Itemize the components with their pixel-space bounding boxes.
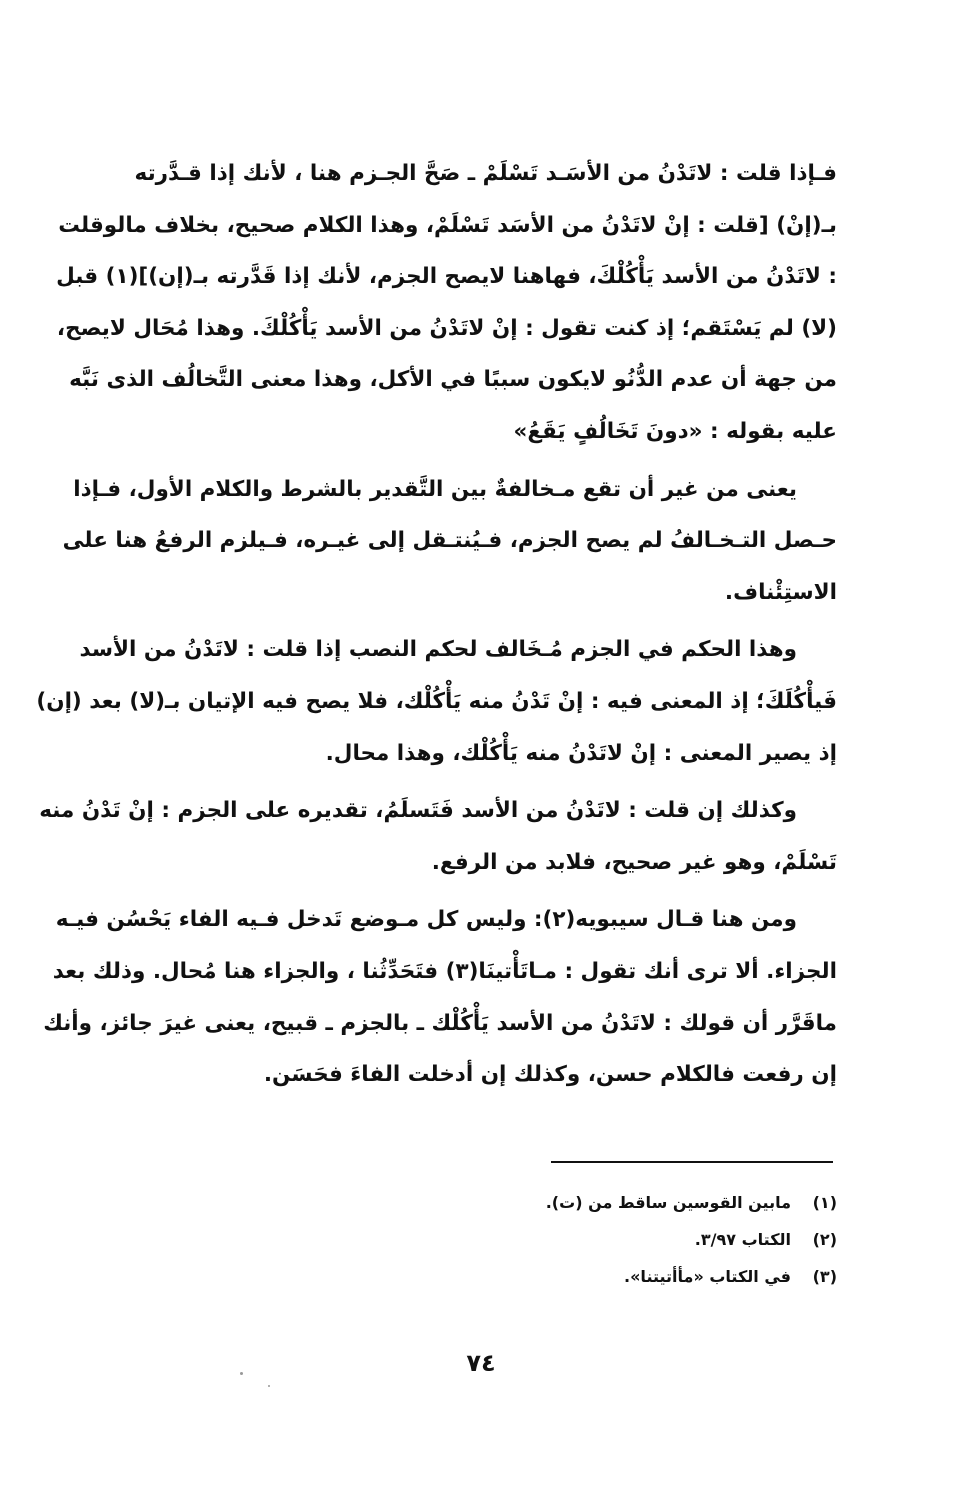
text-line: عليه بقوله : «دونَ تَخَالُفٍ يَقَعُ» — [513, 418, 837, 444]
footnote-divider — [551, 1161, 833, 1163]
footnote-number: (٢) — [812, 1230, 837, 1249]
text-line: إن رفعت فالكلام حسن، وكذلك إن أدخلت الفاءَ فحَسَن. — [263, 1062, 837, 1088]
text-line: : لاتَدْنُ من الأسد يَأْكُلْكَ، فهاهنا لايصح الجزم، لأنك إذا قَدَّرته بـ(إن)](١) قبل — [56, 264, 837, 290]
text-line: حـصل التـخـالفُ لم يصح الجزم، فـيُنتـقل إلى غيـره، فـيلزم الرفعُ هنا على — [62, 528, 837, 554]
footnote-text: مابين القوسين ساقط من (ت). — [545, 1193, 791, 1212]
text-line: الجزاء. ألا ترى أنك تقول : مـاتَأْتينَا(٣) فتَحَدِّثُنا ، والجزاء هنا مُحال. وذلك بعد — [52, 958, 837, 984]
text-line: فَيأْكُلَكَ؛ إذ المعنى فيه : إنْ تَدْنُ منه يَأْكُلْك، فلا يصح فيه الإتيان بـ(لا) بعد (إن) — [36, 688, 837, 714]
text-line: إذ يصير المعنى : إنْ لاتَدْنُ منه يَأْكُلْك، وهذا محال. — [325, 740, 837, 766]
paragraph-3 — [36, 624, 837, 779]
footnote-text: في الكتاب «مأأتيتنا». — [624, 1267, 791, 1286]
footnotes — [437, 1184, 837, 1295]
text-line: (لا) لم يَسْتَقم؛ إذ كنت تقول : إنْ لاتَدْنُ من الأسد يَأْكُلْكَ. وهذا مُحَال لايصح، — [56, 315, 837, 341]
text-line: تَسْلَمْ، وهو غير صحيح، فلابد من الرفع. — [431, 849, 837, 875]
footnote-number: (٣) — [812, 1267, 837, 1286]
page-number: ٧٤ — [466, 1349, 496, 1377]
footnote-item — [437, 1184, 837, 1221]
text-line: فـإذا قلت : لاتَدْنُ من الأسَـد تَسْلَمْ ـ صَحَّ الجـزم هنا ، لأنك إذا قـدَّرته — [134, 161, 837, 186]
text-line: وهذا الحكم في الجزم مُـخَالف لحكم النصب إذا قلت : لاتَدْنُ من الأسد — [79, 637, 797, 663]
paragraph-5 — [43, 894, 837, 1100]
footnote-text: الكتاب ٣/٩٧. — [694, 1230, 791, 1249]
text-line: وكذلك إن قلت : لاتَدْنُ من الأسد فَتَسلَمُ، تقديره على الجزم : إنْ تَدْنُ منه — [39, 798, 797, 824]
paragraph-1 — [56, 148, 837, 458]
main-text — [36, 148, 837, 1107]
paragraph-2 — [62, 464, 837, 619]
text-line: ماقَرَّر أن قولك : لاتَدْنُ من الأسد يَأْكُلْك ـ بالجزم ـ قبيح، يعنى غيرَ جائز، وأنك — [43, 1010, 837, 1036]
footnote-item — [437, 1258, 837, 1295]
text-line: ومن هنا قـال سيبويه(٢): وليس كل مـوضع تَدخل فـيه الفاء يَحْسُن فيـه — [55, 907, 797, 933]
text-line: بـ(إنْ) [قلت : إنْ لاتَدْنُ من الأسَد تَسْلَمْ، وهذا الكلام صحيح، بخلاف مالوقلت — [58, 212, 837, 238]
footnote-number: (١) — [812, 1193, 837, 1212]
paragraph-4 — [39, 785, 837, 888]
scan-speck — [240, 1372, 243, 1375]
text-line: يعنى من غير أن تقع مـخالفةٌ بين التَّقدير بالشرط والكلام الأول، فـإذا — [73, 476, 797, 502]
scan-speck — [268, 1385, 270, 1387]
text-line: الاستِئْناف. — [724, 579, 837, 605]
text-line: من جهة أن عدم الدُّنُو لايكون سببًا في الأكل، وهذا معنى التَّخالُف الذى نَبَّه — [69, 367, 837, 393]
footnote-item — [437, 1221, 837, 1258]
